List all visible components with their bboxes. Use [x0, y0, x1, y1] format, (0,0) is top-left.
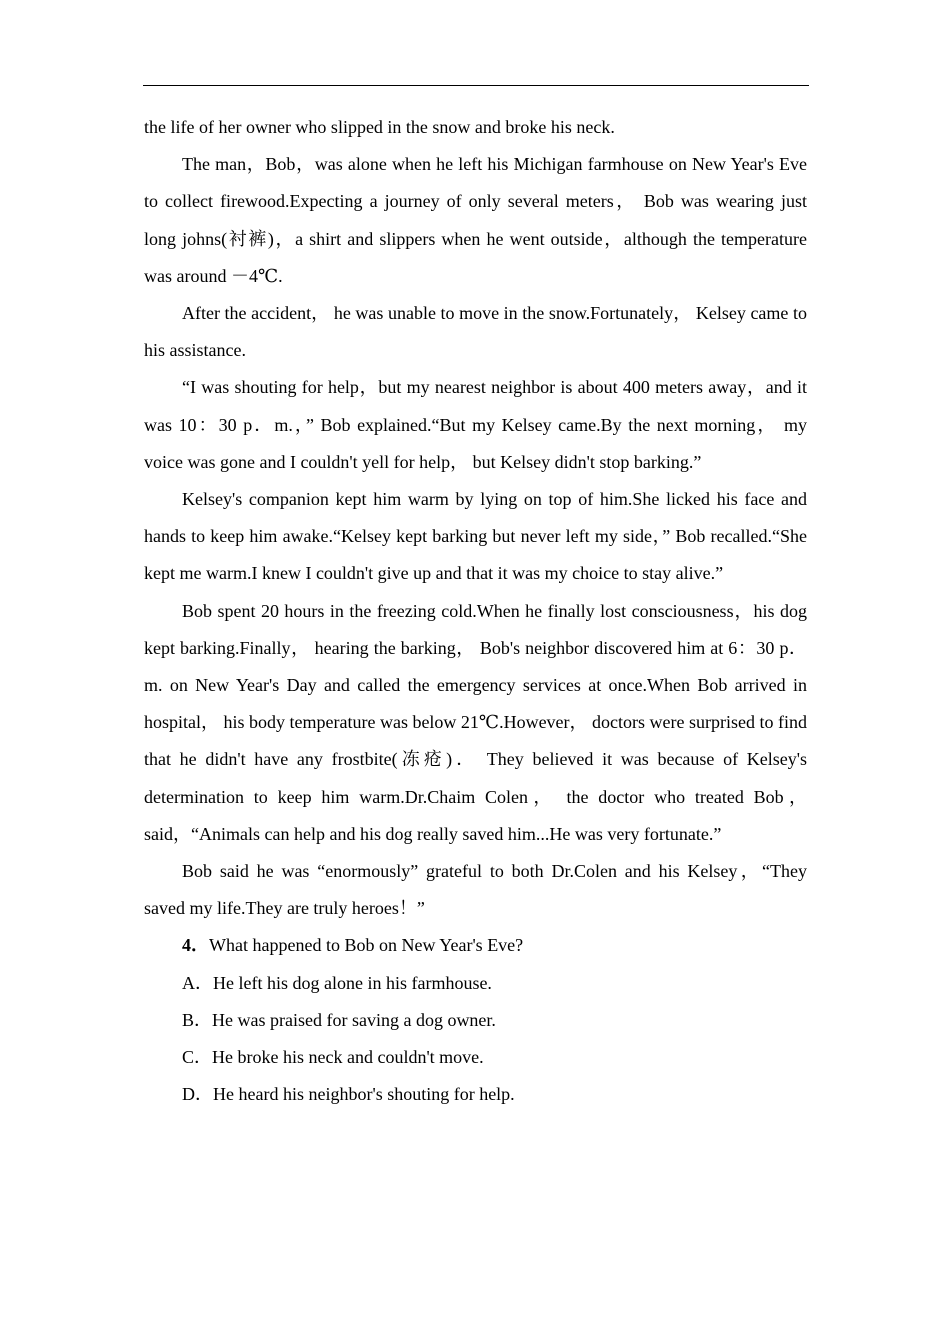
question-4 [144, 927, 807, 964]
question-text: What happened to Bob on New Year's Eve? [209, 935, 524, 956]
paragraph: The man，Bob，was alone when he left his Michigan farmhouse on New Year's Eve to collect firewood.Expecting a journey of only several meters， Bob was wearing just long johns(衬裤)，a shirt and slippers when he went outside，although the temperature was around －4℃. [144, 154, 807, 286]
option-c: C．He broke his neck and couldn't move. [182, 1047, 484, 1068]
option-a: A．He left his dog alone in his farmhouse. [182, 972, 492, 993]
question-number: 4． [182, 935, 209, 956]
paragraph: Bob said he was “enormously” grateful to both Dr.Colen and his Kelsey，“They saved my life.They are truly heroes！” [144, 861, 807, 919]
option-b: B．He was praised for saving a dog owner. [182, 1009, 496, 1030]
header-rule [143, 85, 809, 86]
paragraph: Bob spent 20 hours in the freezing cold.When he finally lost consciousness，his dog kept barking.Finally， hearing the barking， Bob's neighbor discovered him at 6：30 p．m. on New Year's Day and called the emergency services at once.When Bob arrived in hospital， his body temperature was below 21℃.However， doctors were surprised to find that he didn't have any frostbite(冻疮)． They believed it was because of Kelsey's determination to keep him warm.Dr.Chaim Colen， the doctor who treated Bob， said，“Animals can help and his dog really saved him...He was very fortunate.” [144, 600, 807, 844]
passage [144, 109, 807, 1113]
paragraph: “I was shouting for help，but my nearest neighbor is about 400 meters away，and it was 10：30 p．m.，” Bob explained.“But my Kelsey came.By the next morning， my voice was gone and I couldn't yell for help， but Kelsey didn't stop barking.” [144, 377, 807, 472]
paragraph: the life of her owner who slipped in the snow and broke his neck. [144, 117, 615, 137]
paragraph: After the accident， he was unable to move in the snow.Fortunately， Kelsey came to his assistance. [144, 303, 807, 361]
option-d: D．He heard his neighbor's shouting for help. [182, 1084, 515, 1105]
paragraph: Kelsey's companion kept him warm by lying on top of him.She licked his face and hands to keep him awake.“Kelsey kept barking but never left my side，” Bob recalled.“She kept me warm.I knew I couldn't give up and that it was my choice to stay alive.” [144, 489, 807, 584]
